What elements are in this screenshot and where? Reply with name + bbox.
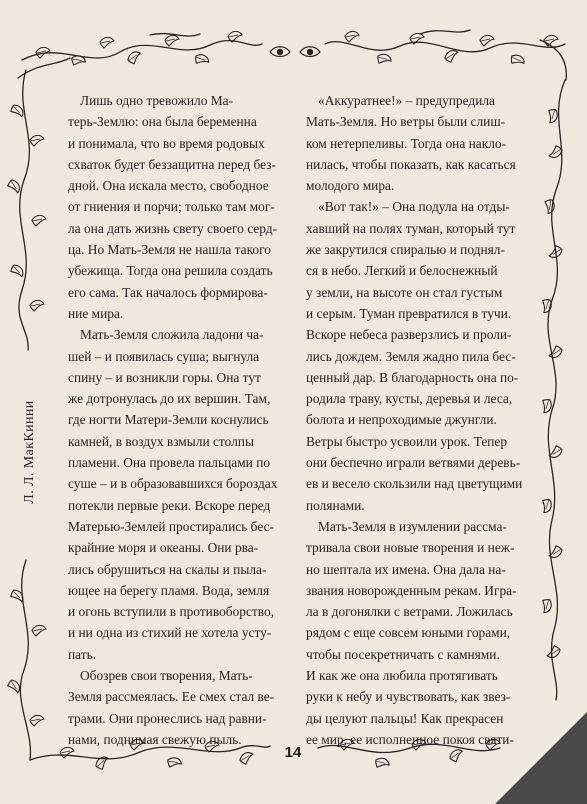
text-line: терь-Землю: она была беременна (68, 114, 257, 130)
text-line: ценный дар. В благодарность она по- (306, 369, 519, 385)
text-line: «Вот так!» – Она подула на отды- (318, 199, 510, 215)
text-line: камней, в воздух взмыли столпы (68, 433, 254, 449)
text-line: звания новорожденным рекам. Игра- (306, 582, 517, 598)
text-line: но шептала их имена. Она дала на- (306, 561, 506, 577)
text-line: полянами. (306, 497, 365, 513)
text-line: «Аккуратнее!» – предупредила (318, 93, 495, 108)
text-line: ца. Но Мать-Земля не нашла такого (68, 242, 271, 258)
text-column-right (306, 90, 528, 750)
text-line: И как же она любила протягивать (306, 668, 498, 684)
text-line: убежища. Тогда она решила создать (68, 263, 273, 279)
text-line: потекли первые реки. Вскоре перед (68, 497, 271, 513)
text-column-left (68, 90, 290, 750)
text-line: спину – и возникли горы. Она тут (68, 369, 261, 385)
text-line: Мать-Земля в изумлении рассма- (318, 518, 507, 534)
text-line: Ветры быстро усвоили урок. Тепер (306, 433, 508, 449)
text-line: ющее на берегу пламя. Вода, земля (68, 582, 270, 598)
text-line: Мать-Земля. Но ветры были слиш- (306, 114, 506, 130)
text-line: ся в небо. Легкий и белоснежный (306, 263, 498, 279)
text-line: трами. Они пронеслись над равни- (68, 710, 267, 726)
text-line: ды целуют пальцы! Как прекрасен (306, 710, 504, 726)
text-line: ком нетерпеливы. Тогда она накло- (306, 135, 507, 151)
text-line: и огонь вступили в противоборство, (68, 604, 275, 620)
text-line: ние мира. (68, 305, 124, 321)
text-line: руки к небу и чувствовать, как звез- (306, 689, 511, 705)
text-line: лись обрушиться на скалы и пыла- (68, 561, 267, 577)
text-line: ев и весело скользили над цветущими (306, 476, 523, 492)
text-line: и ни одна из стихий не хотела усту- (68, 625, 272, 641)
text-line: же закрутился спиралью и поднял- (306, 242, 505, 258)
text-line: шей – и появилась суша; выгнула (68, 348, 260, 364)
text-line: родила траву, кусты, деревья и леса, (306, 391, 513, 407)
text-line: Обозрев свои творения, Мать- (80, 668, 253, 684)
text-line: хавший на полях туман, который тут (306, 220, 516, 236)
page-number: 14 (284, 744, 302, 761)
text-line: схваток будет беззащитна перед без- (68, 156, 276, 172)
text-line: молодого мира. (306, 178, 395, 194)
text-line: крайние моря и океаны. Они рва- (68, 540, 259, 556)
text-line: рядом с еще совсем юными горами, (306, 625, 511, 641)
text-line: его сама. Так началось формирова- (68, 284, 268, 300)
text-line: Лишь одно тревожило Ма- (80, 93, 234, 108)
text-line: и понимала, что во время родовых (68, 135, 265, 151)
text-line: Матерью-Землей простирались бес- (68, 518, 274, 534)
running-head-author: Л. Л. МакКинни (22, 400, 37, 504)
text-line: суше – и в образовавшихся бороздах (68, 476, 278, 492)
text-line: же дотронулась до их вершин. Там, (68, 391, 271, 407)
text-line: где ногти Матери-Земли коснулись (68, 412, 269, 428)
text-line: ла в догонялки с ветрами. Ложилась (306, 604, 513, 620)
text-line: ла она дать жизнь свету своего серд- (68, 220, 278, 236)
text-line: ее мир, ее исполненное покоя святи- (306, 731, 514, 747)
text-line: и серым. Туман превратился в тучи. (306, 305, 512, 321)
text-line: дной. Она искала место, свободное (68, 178, 269, 194)
text-line: лись дождем. Земля жадно пила бес- (306, 348, 516, 364)
text-line: нилась, чтобы показать, как касаться (306, 156, 516, 172)
text-line: пламени. Она провела пальцами по (68, 455, 271, 471)
text-line: Вскоре небеса разверзлись и проли- (306, 327, 512, 343)
text-line: нами, поднимая свежую пыль. (68, 731, 242, 747)
text-line: они беспечно играли ветвями деревь- (306, 455, 521, 471)
eyes-ornament (270, 47, 320, 57)
text-line: чтобы посекретничать с камнями. (306, 646, 500, 662)
text-line: Мать-Земля сложила ладони ча- (80, 327, 264, 343)
text-line: Земля рассмеялась. Ее смех стал ве- (68, 689, 275, 705)
text-line: от гниения и порчи; только там мог- (68, 199, 275, 215)
text-line: тривала свои новые творения и неж- (306, 540, 515, 556)
text-line: болота и непроходимые джунгли. (306, 412, 497, 428)
text-line: у земли, на высоте он стал густым (306, 284, 503, 300)
text-line: пать. (68, 646, 97, 662)
